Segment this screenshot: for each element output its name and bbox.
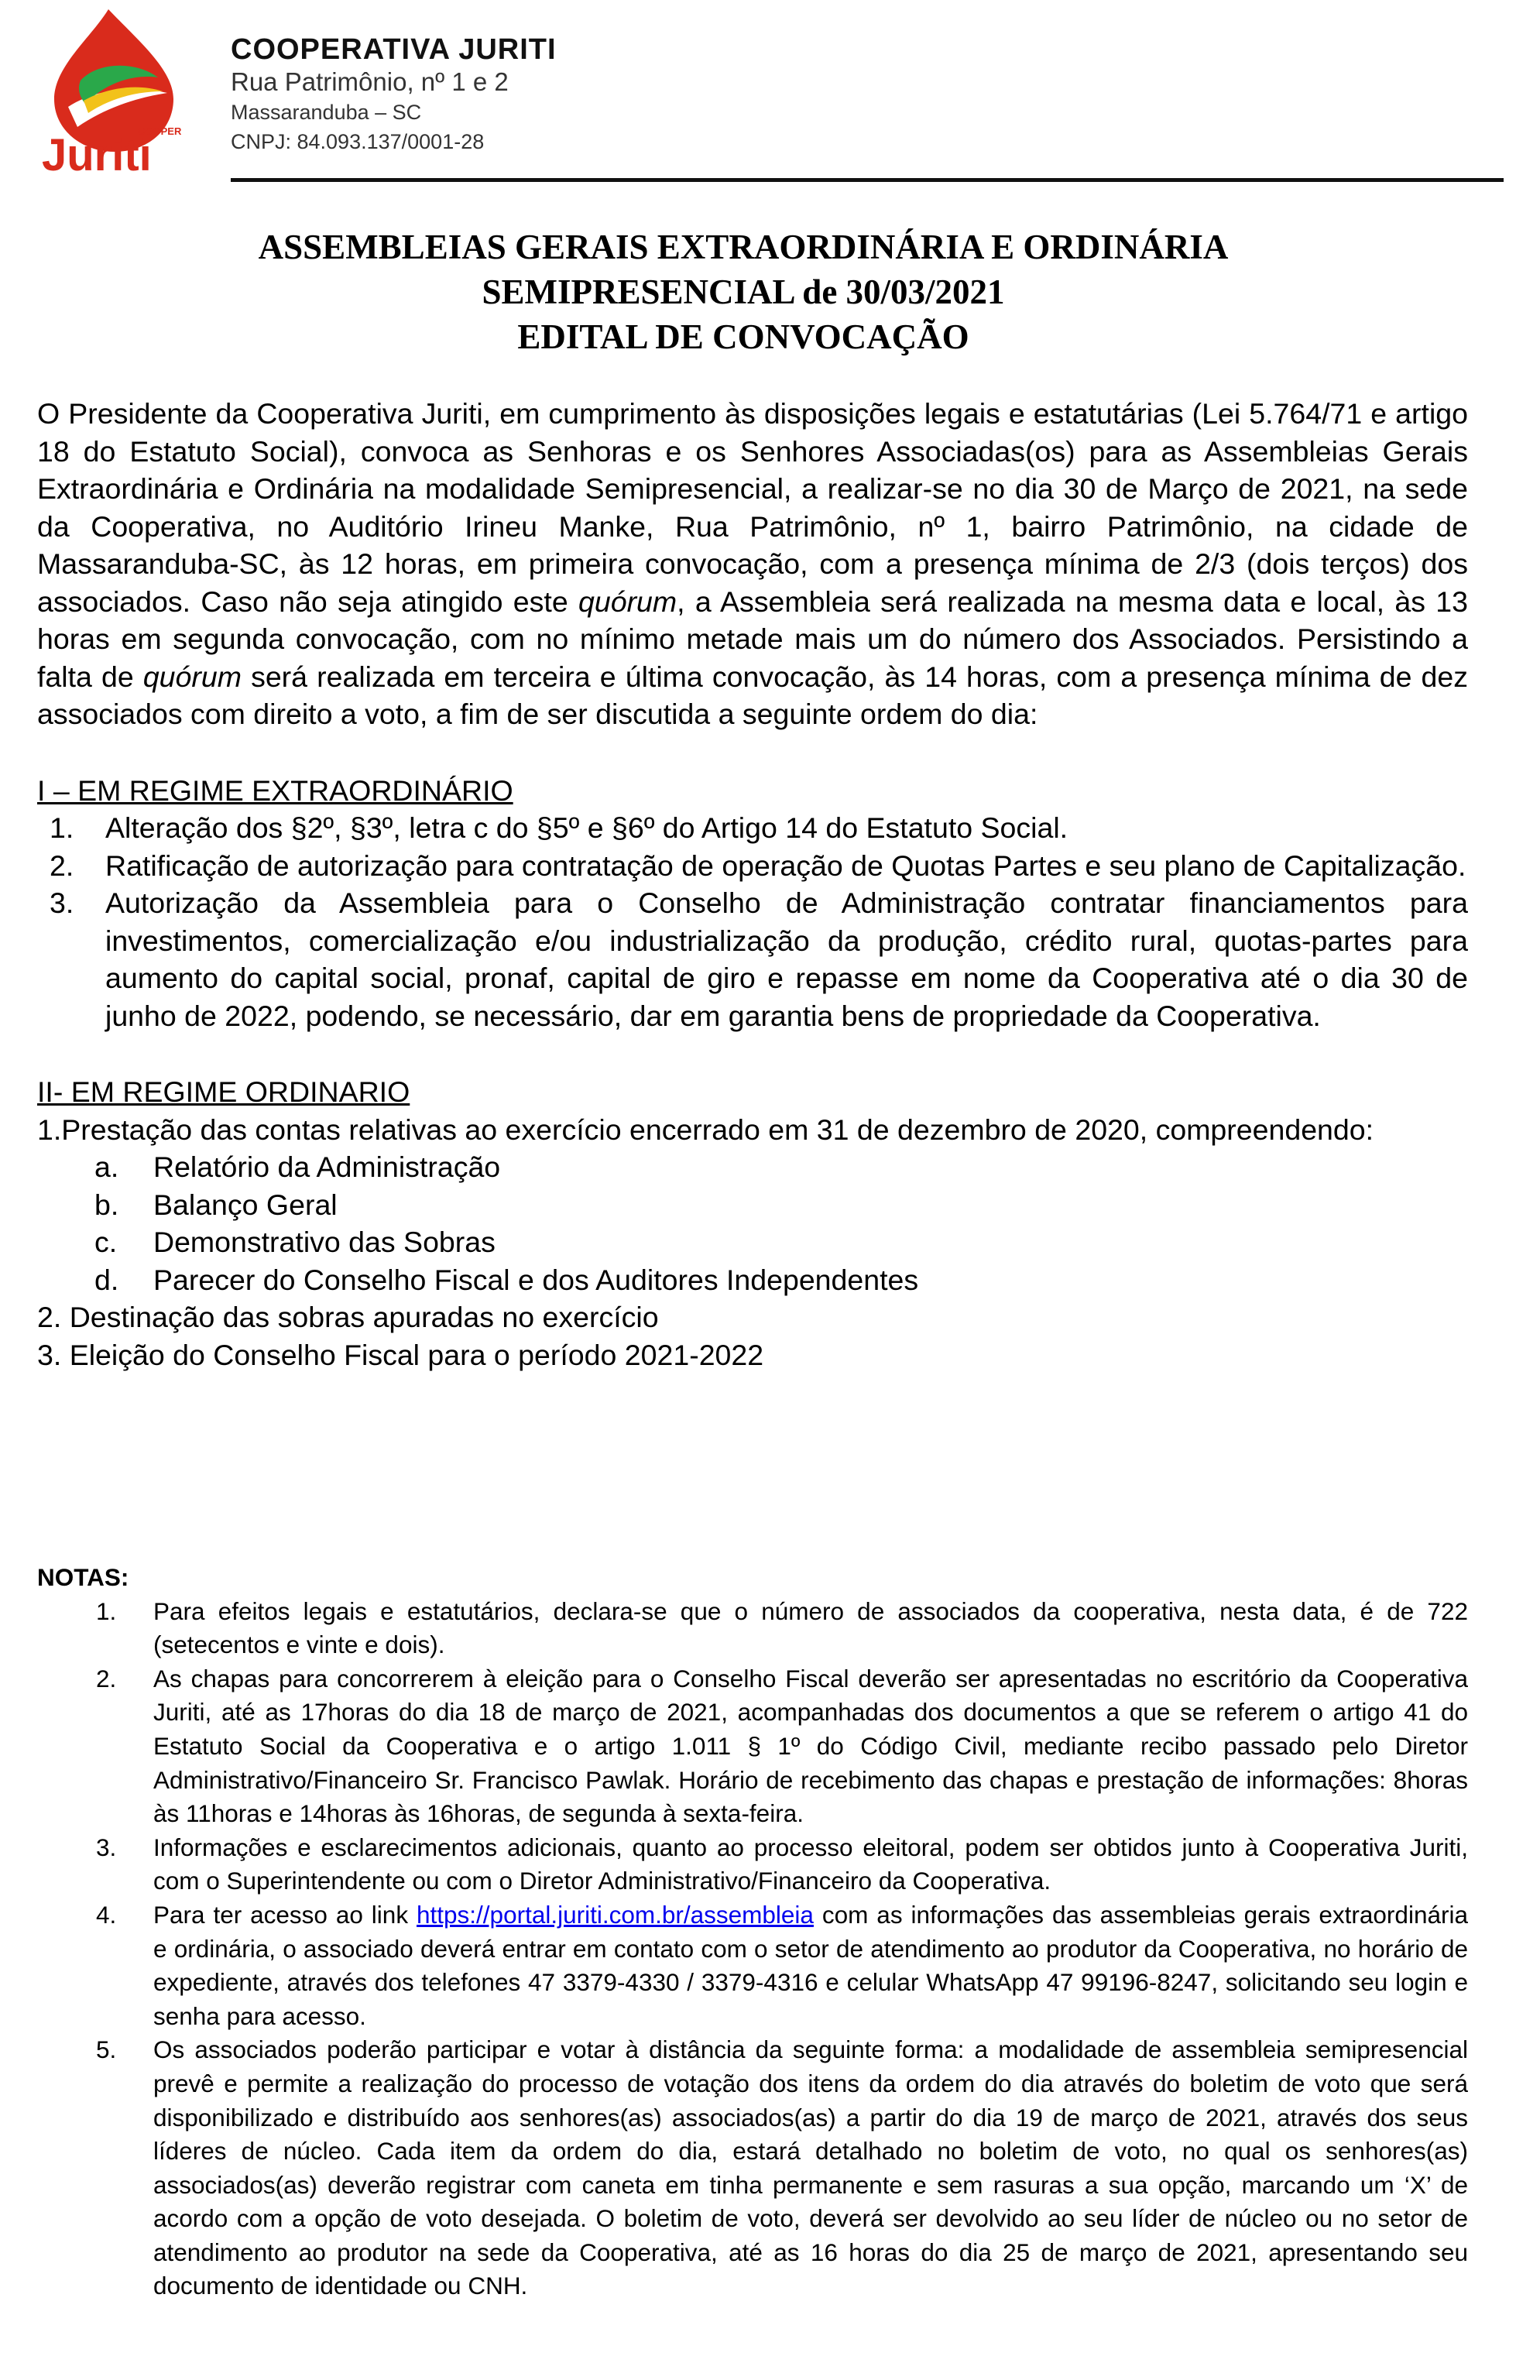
company-info	[231, 33, 557, 156]
note-item: 5. Os associados poderão participar e votar à distância da seguinte forma: a modalidade de assembleia semipresencial prevê e permite a realização do processo de votação dos itens da ordem do dia através do boletim de voto que será disponibilizado e distribuído aos senhores(as) associados(as) a partir do dia 19 de março de 2021, através dos seus líderes de núcleo. Cada item da ordem do dia, estará detalhado no boletim de voto, no qual os senhores(as) associados(as) deverão registrar com caneta em tinha permanente e sem rasuras a sua opção, marcando um ‘X’ de acordo com a opção de voto desejada. O boletim de voto, deverá ser devolvido ao seu líder de núcleo ou no setor de atendimento ao produtor na sede da Cooperativa, até as 16 horas do dia 25 de março de 2021, apresentando seu documento de identidade ou CNH.	[96, 2035, 1468, 2300]
letterhead	[37, 6, 1466, 181]
intro-part-3: será realizada em terceira e última convocação, às 14 horas, com a presença mínima de dez associados com direito a voto, a fim de ser discutida a seguinte ordem do dia:	[37, 660, 1468, 730]
company-cnpj: CNPJ: 84.093.137/0001-28	[231, 130, 485, 153]
header-divider	[231, 178, 1504, 182]
list-item: a. Relatório da Administração	[94, 1151, 501, 1183]
document-body	[37, 395, 1468, 1373]
title-line-1: ASSEMBLEIAS GERAIS EXTRAORDINÁRIA E ORDINÁRIA	[258, 228, 1229, 266]
note-item: 4. Para ter acesso ao link https://portal.juriti.com.br/assembleia com as informações das assembleias gerais extraordinária e ordinária, o associado deverá entrar em contato com o setor de atendimento ao produtor da Cooperativa, no horário de expediente, através dos telefones 47 3379-4330 / 3379-4316 e celular WhatsApp 47 99196-8247, solicitando seu login e senha para acesso.	[96, 1900, 1468, 2030]
logo-small-text: COOPER	[138, 125, 182, 137]
note-item: 2. As chapas para concorrerem à eleição para o Conselho Fiscal deverão ser apresentadas no escritório da Cooperativa Juriti, até as 17horas do dia 18 de março de 2021, acompanhadas dos documentos a que se referem o artigo 41 do Estatuto Social da Cooperativa e o artigo 1.011 § 1º do Código Civil, mediante recibo passado pelo Diretor Administrativo/Financeiro Sr. Francisco Pawlak. Horário de recebimento das chapas e prestação de informações: 8horas às 11horas e 14horas às 16horas, de segunda à sexta-feira.	[96, 1664, 1468, 1828]
list-item: b. Balanço Geral	[94, 1188, 338, 1221]
list-item: d. Parecer do Conselho Fiscal e dos Auditores Independentes	[94, 1263, 919, 1296]
ordinary-heading: II- EM REGIME ORDINARIO	[37, 1075, 410, 1108]
intro-part-2: , a Assembleia será realizada na mesma data e local, às 13 horas em segunda convocação, com no mínimo metade mais um do número dos Associados. Persistindo a falta de	[37, 585, 1469, 693]
list-item: 2. Ratificação de autorização para contratação de operação de Quotas Partes e seu plano de Capitalização.	[50, 849, 1466, 882]
juriti-logo	[37, 6, 192, 175]
quorum-term: quórum	[578, 585, 677, 618]
title-line-2: SEMIPRESENCIAL de 30/03/2021	[482, 273, 1005, 311]
ordinary-subitems	[37, 1148, 1468, 1298]
extraordinary-heading: I – EM REGIME EXTRAORDINÁRIO	[37, 773, 513, 807]
list-item: 3. Autorização da Assembleia para o Conselho de Administração contratar financiamentos para investimentos, comercialização e/ou industrialização da produção, crédito rural, quotas-partes para aumento do capital social, pronaf, capital de giro e repasse em nome da Cooperativa até o dia 30 de junho de 2022, podendo, se necessário, dar em garantia bens de propriedade da Cooperativa.	[50, 886, 1468, 1032]
assembleia-link[interactable]: https://portal.juriti.com.br/assembleia	[417, 1900, 814, 1929]
company-address: Rua Patrimônio, nº 1 e 2	[231, 67, 509, 96]
list-item: 1. Alteração dos §2º, §3º, letra c do §5º e §6º do Artigo 14 do Estatuto Social.	[50, 811, 1068, 844]
note-item: 1. Para efeitos legais e estatutários, declara-se que o número de associados da cooperativa, nesta data, é de 722 (setecentos e vinte e dois).	[96, 1596, 1468, 1659]
logo-text: Juriti	[42, 130, 152, 175]
notes-list	[37, 1595, 1468, 2303]
title-line-3: EDITAL DE CONVOCAÇÃO	[517, 317, 969, 356]
note-item: 3. Informações e esclarecimentos adicionais, quanto ao processo eleitoral, podem ser obtidos junto à Cooperativa Juriti, com o Superintendente ou com o Diretor Administrativo/Financeiro da Cooperativa.	[96, 1833, 1468, 1895]
ordinary-item-1: 1.Prestação das contas relativas ao exercício encerrado em 31 de dezembro de 2020, compreendendo:	[37, 1113, 1374, 1146]
intro-paragraph	[37, 395, 1468, 733]
company-city: Massaranduba – SC	[231, 101, 422, 124]
ordinary-item-2: 2. Destinação das sobras apuradas no exercício	[37, 1301, 659, 1333]
notes-section	[37, 1561, 1468, 2303]
list-item: c. Demonstrativo das Sobras	[94, 1226, 496, 1258]
intro-part-1: O Presidente da Cooperativa Juriti, em cumprimento às disposições legais e estatutárias (Lei 5.764/71 e artigo 18 do Estatuto Social), convoca as Senhoras e os Senhores Associadas(os) para as Assembleias Gerais Extraordinária e Ordinária na modalidade Semipresencial, a realizar-se no dia 30 de Março de 2021, na sede da Cooperativa, no Auditório Irineu Manke, Rua Patrimônio, nº 1, bairro Patrimônio, na cidade de Massaranduba-SC, às 12 horas, em primeira convocação, com a presença mínima de 2/3 (dois terços) dos associados. Caso não seja atingido este	[37, 397, 1468, 618]
document-title	[0, 225, 1487, 359]
extraordinary-list	[37, 809, 1468, 1034]
company-name: COOPERATIVA JURITI	[231, 33, 557, 66]
quorum-term: quórum	[142, 660, 242, 693]
ordinary-item-3: 3. Eleição do Conselho Fiscal para o período 2021-2022	[37, 1338, 764, 1371]
notes-heading: NOTAS:	[37, 1563, 129, 1591]
